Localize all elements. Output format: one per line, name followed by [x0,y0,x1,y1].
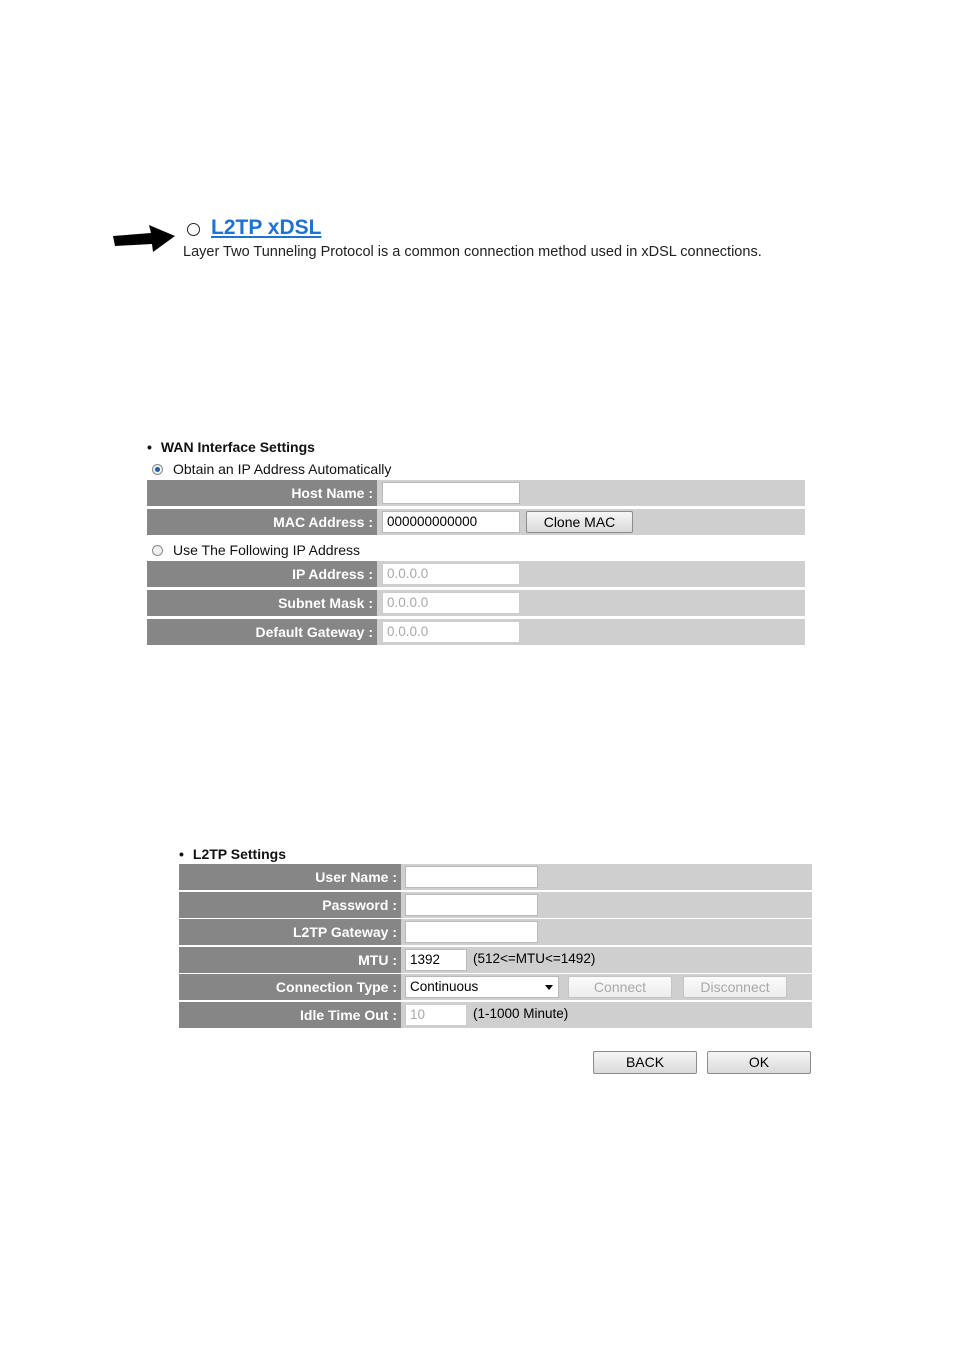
l2tp-gateway-input[interactable] [405,921,538,943]
subnet-mask-input[interactable]: 0.0.0.0 [382,592,520,614]
user-name-input[interactable] [405,866,538,888]
obtain-auto-radio[interactable] [152,464,163,475]
mac-address-label: MAC Address : [147,509,377,535]
l2tp-option-radio-icon[interactable] [187,223,200,236]
l2tp-gateway-label: L2TP Gateway : [179,919,401,945]
ok-button[interactable]: OK [707,1051,811,1074]
password-label: Password : [179,892,401,918]
host-name-label: Host Name : [147,480,377,506]
password-row [179,892,812,918]
mtu-label: MTU : [179,947,401,973]
mac-address-input[interactable]: 000000000000 [382,511,520,533]
wan-section-title: • WAN Interface Settings [147,439,315,455]
use-following-radio[interactable] [152,545,163,556]
user-name-row [179,864,812,890]
default-gateway-input[interactable]: 0.0.0.0 [382,621,520,643]
idle-time-out-input[interactable]: 10 [405,1004,467,1026]
l2tp-gateway-row [179,919,812,945]
default-gateway-label: Default Gateway : [147,619,377,645]
obtain-auto-option[interactable] [152,461,391,477]
mtu-row [179,947,812,973]
host-name-input[interactable] [382,482,520,504]
disconnect-button[interactable]: Disconnect [683,976,787,998]
idle-time-out-label: Idle Time Out : [179,1002,401,1028]
mac-address-row [147,509,805,535]
connection-type-label: Connection Type : [179,974,401,1000]
use-following-label: Use The Following IP Address [173,542,361,558]
connect-button[interactable]: Connect [568,976,672,998]
ip-address-input[interactable]: 0.0.0.0 [382,563,520,585]
host-name-row [147,480,805,506]
connection-type-row [179,974,812,1000]
idle-time-out-row [179,1002,812,1028]
password-input[interactable] [405,894,538,916]
default-gateway-row [147,619,805,645]
connection-type-select[interactable] [405,976,559,998]
obtain-auto-label: Obtain an IP Address Automatically [173,461,392,477]
back-button[interactable]: BACK [593,1051,697,1074]
subnet-mask-row [147,590,805,616]
subnet-mask-label: Subnet Mask : [147,590,377,616]
user-name-label: User Name : [179,864,401,890]
mtu-hint: (512<=MTU<=1492) [473,951,596,966]
chevron-down-icon [545,985,553,990]
connection-type-value: Continuous [410,979,479,994]
mtu-input[interactable]: 1392 [405,949,467,971]
l2tp-description: Layer Two Tunneling Protocol is a common connection method used in xDSL connections. [183,244,762,260]
use-following-option[interactable] [152,542,360,558]
pointer-arrow-icon [113,224,177,254]
l2tp-section-title: • L2TP Settings [179,846,286,862]
ip-address-row [147,561,805,587]
idle-time-out-hint: (1-1000 Minute) [473,1006,569,1021]
l2tp-xdsl-link[interactable]: L2TP xDSL [211,216,322,239]
clone-mac-button[interactable]: Clone MAC [526,511,633,533]
ip-address-label: IP Address : [147,561,377,587]
